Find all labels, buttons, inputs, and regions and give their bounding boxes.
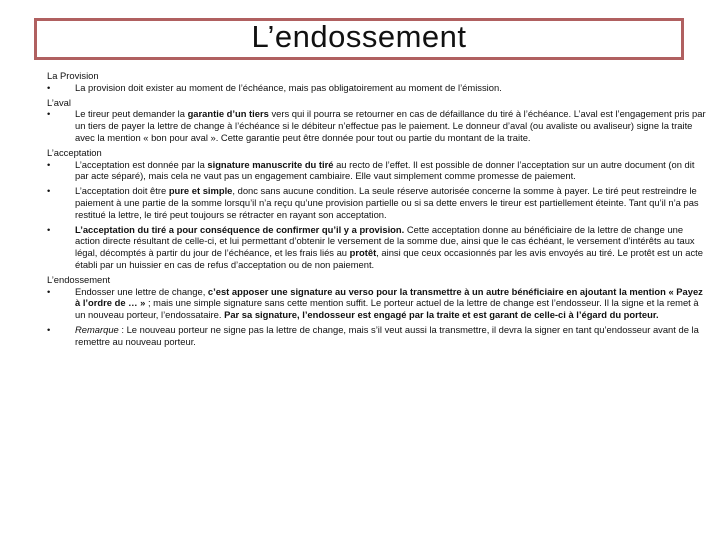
section-heading: L’endossement [47,273,111,285]
section-heading: L’aval [47,96,71,108]
bullet-item [47,286,707,321]
text-run: L’acceptation doit être [75,185,169,197]
bullet-dot-icon: • [47,323,51,335]
text-run: Endosser une lettre de change, [75,285,208,297]
slide-title: L’endossement [251,19,467,54]
bullet-item [47,82,707,94]
text-run: , donc sans aucune condition. La seule réserve autorisée concerne la somme à payer. Le tiré peut restreindre le paiement à une partie de la somme lorsqu’il n’a reçu qu’une provision partielle ou si sa dette envers le tireur est partiellement éteinte. Tant qu’il n’a pas restitué la lettre, le tiré peut toujours se rétracter en rayant son acceptation. [75,185,699,220]
bullet-item [47,224,707,271]
bullet-dot-icon: • [47,158,51,170]
bold-run: protêt [349,247,377,259]
bullet-dot-icon: • [47,185,51,197]
section-heading: L’acceptation [47,146,102,158]
title-box [34,18,684,60]
text-run: vers qui il pourra se retourner en cas de défaillance du tiré à l’échéance. L’aval est l’engagement pris par un tiers de payer la lettre de change à l’échéance si le débiteur n’effectue pas le paiement. Le donneur d’aval (ou avaliste ou avaliseur) signe la traite avec la mention « bon pour aval ». Cette garantie peut être donnée pour tout ou partie du montant de la traite. [75,108,706,143]
bullet-item [47,159,707,183]
text-run: , ainsi que ceux occasionnés par les avis envoyés au tiré. Le protêt est un acte établi par un huissier en cas de refus d’acceptation ou de non paiement. [75,247,703,270]
text-run: ; mais une simple signature sans cette mention suffit. Le porteur actuel de la lettre de change est l’endosseur. Il la signe et la remet à un nouveau porteur, l’endossataire. [75,297,699,321]
text-run: L’acceptation est donnée par la [75,158,208,170]
bullet-text [75,82,707,94]
bullet-text [75,108,707,143]
bullet-item [47,324,707,348]
bold-run: garantie d’un tiers [187,108,269,120]
bold-run: signature manuscrite du tiré [207,158,334,170]
text-run: : Le nouveau porteur ne signe pas la lettre de change, mais s’il veut aussi la transmettre, il devra la signer en tant qu’endosseur avant de la remettre au nouveau porteur. [75,323,699,347]
bold-run: Par sa signature, l’endosseur est engagé par la traite et est garant de celle-ci à l’égard du porteur. [224,309,659,321]
bullet-text [75,324,707,348]
text-run: La provision doit exister au moment de l’échéance, mais pas obligatoirement au moment de l’émission. [75,81,502,93]
bullet-text [75,159,707,183]
bullet-dot-icon: • [47,108,51,120]
bullet-item [47,108,707,143]
bold-run: c’est apposer une signature au verso pour la transmettre à un autre bénéficiaire en ajoutant la mention « Payez à l’ordre de … » [75,285,703,309]
italic-run: Remarque [75,323,119,335]
text-run: au recto de l’effet. Il est possible de donner l’acceptation sur un autre document (on dit par acte séparé), mais cela ne vaut pas un engagement cambiaire. Elle vaut simplement comme promesse de paiement. [75,158,695,182]
bold-run: pure et simple [168,185,233,197]
bold-run: L’acceptation du tiré a pour conséquence de confirmer qu’il y a provision. [75,223,405,235]
bullet-text [75,224,707,271]
bullet-dot-icon: • [47,223,51,235]
bullet-item [47,185,707,220]
bullet-dot-icon: • [47,81,51,93]
bullet-text [75,286,707,321]
bullet-dot-icon: • [47,285,51,297]
bullet-text [75,185,707,220]
section-heading: La Provision [47,70,99,81]
slide-content [47,70,707,351]
text-run: Cette acceptation donne au bénéficiaire de la lettre de change une action directe résultant de celle-ci, et lui permettant d’obtenir le versement de la somme due, ainsi que le cas échéant, le versement d’intérêts au taux légal, décomptés à partir du jour de l’échéance, et les frais liés au [75,223,695,259]
text-run: Le tireur peut demander la [75,108,188,120]
